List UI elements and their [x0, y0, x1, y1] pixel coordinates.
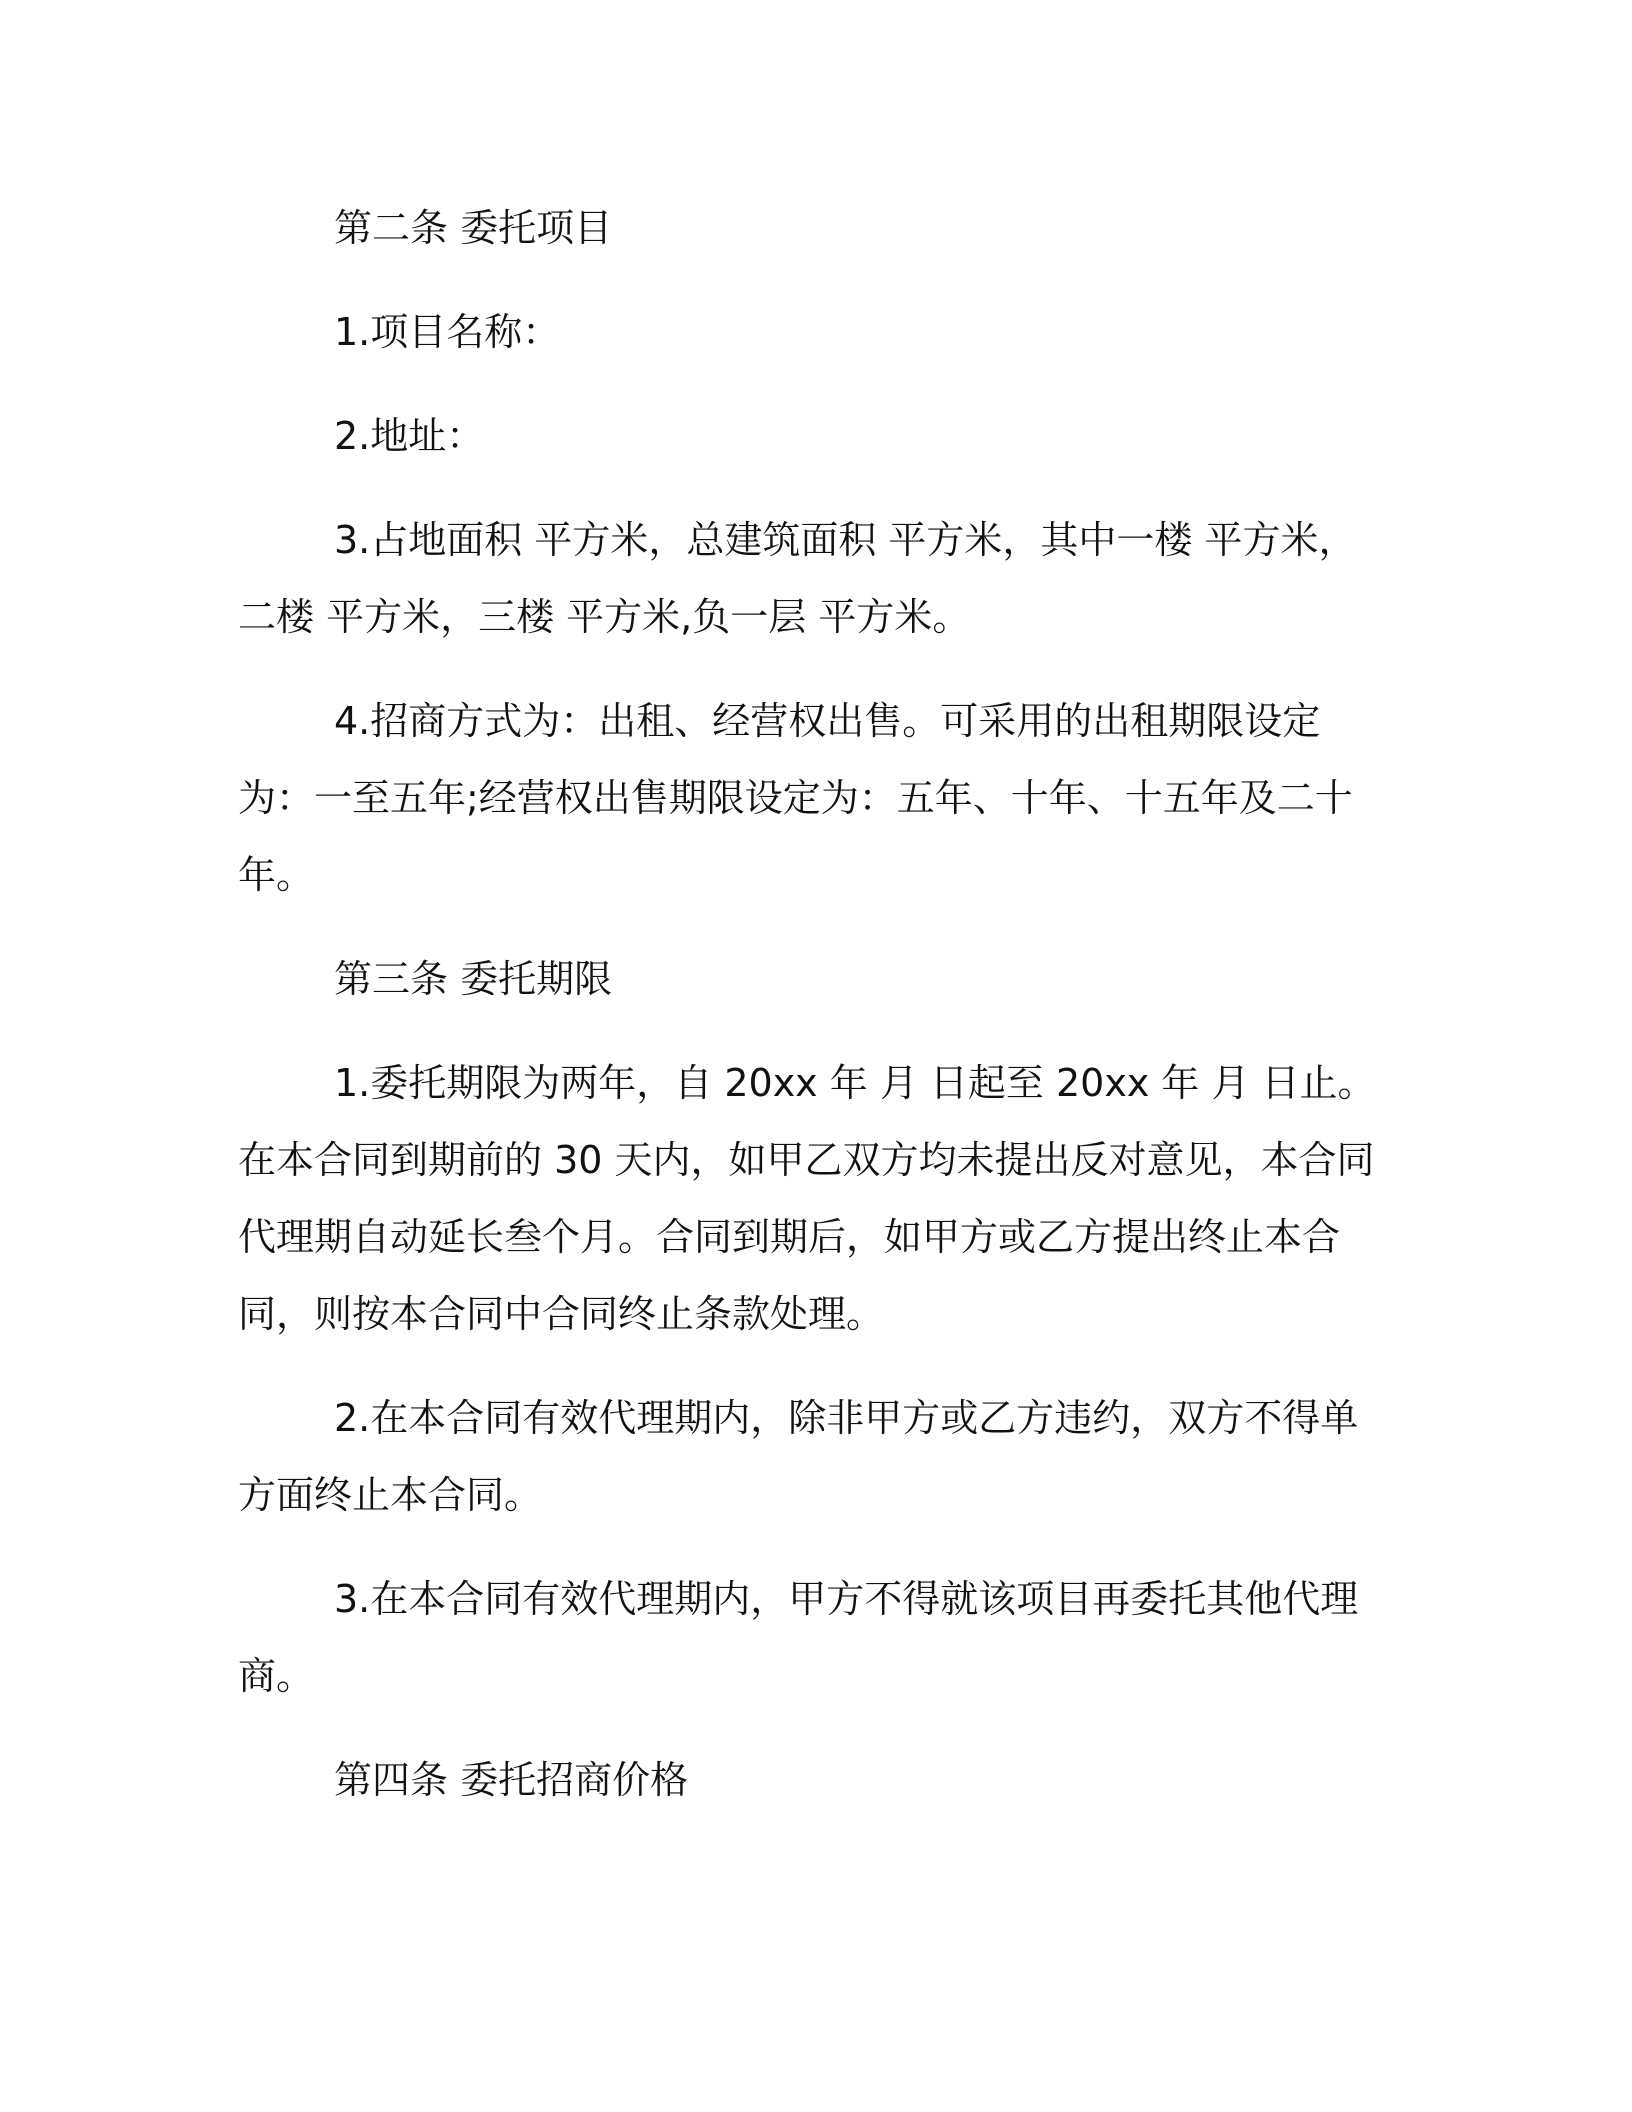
section-heading-article-4: 第四条 委托招商价格	[334, 1758, 689, 1802]
paragraph-exclusive-agency: 3.在本合同有效代理期内，甲方不得就该项目再委托其他代理商。	[238, 1577, 1359, 1698]
section-heading-article-3: 第三条 委托期限	[334, 957, 613, 1001]
paragraph-project-name: 1.项目名称：	[334, 310, 561, 354]
paragraph-area: 3.占地面积 平方米，总建筑面积 平方米，其中一楼 平方米，二楼 平方米，三楼 平方米,负一层 平方米。	[238, 518, 1357, 639]
paragraph-address: 2.地址：	[334, 414, 485, 458]
paragraph-term-duration: 1.委托期限为两年，自 20xx 年 月 日起至 20xx 年 月 日止。在本合同到期前的 30 天内，如甲乙双方均未提出反对意见，本合同代理期自动延长叁个月。合同到期后，如甲方或乙方提出终止本合同，则按本合同中合同终止条款处理。	[238, 1061, 1376, 1336]
document-body	[238, 190, 1378, 1846]
paragraph-no-unilateral-termination: 2.在本合同有效代理期内，除非甲方或乙方违约，双方不得单方面终止本合同。	[238, 1396, 1359, 1517]
paragraph-leasing-method: 4.招商方式为：出租、经营权出售。可采用的出租期限设定为：一至五年;经营权出售期限设定为：五年、十年、十五年及二十年。	[238, 699, 1353, 897]
section-heading-article-2: 第二条 委托项目	[334, 206, 613, 250]
